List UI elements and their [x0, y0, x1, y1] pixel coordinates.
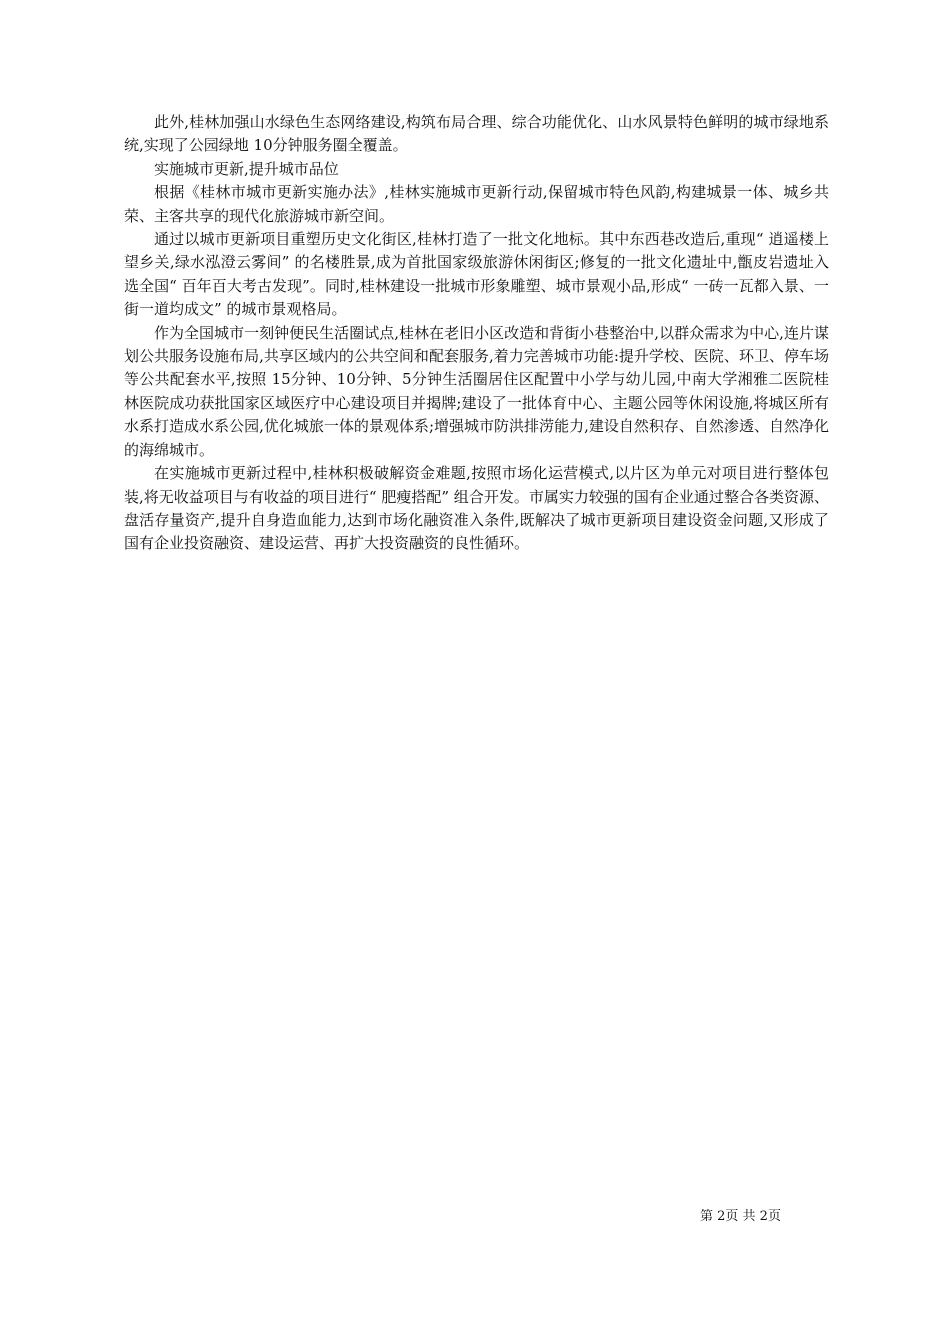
- paragraph-implementation-measures: 根据《桂林市城市更新实施办法》,桂林实施城市更新行动,保留城市特色风韵,构建城景一体、城乡共荣、主客共享的现代化旅游城市新空间。: [124, 183, 829, 225]
- paragraph-historic-districts: 通过以城市更新项目重塑历史文化街区,桂林打造了一批文化地标。其中东西巷改造后,重现“ 逍遥楼上望乡关,绿水泓澄云雾间” 的名楼胜景,成为首批国家级旅游休闲街区;修复的一批文化遗址中,甑皮岩遗址入选全国“ 百年百大考古发现”。同时,桂林建设一批城市形象雕塑、城市景观小品,形成“ 一砖一瓦都入景、一街一道均成文” 的城市景观格局。: [124, 230, 829, 319]
- paragraph-living-circle: 作为全国城市一刻钟便民生活圈试点,桂林在老旧小区改造和背街小巷整治中,以群众需求为中心,连片谋划公共服务设施布局,共享区域内的公共空间和配套服务,着力完善城市功能:提升学校、医院、环卫、停车场等公共配套水平,按照 15分钟、10分钟、5分钟生活圈居住区配置中小学与幼儿园,中南大学湘雅二医院桂林医院成功获批国家区域医疗中心建设项目并揭牌;建设了一批体育中心、主题公园等休闲设施,将城区所有水系打造成水系公园,优化城旅一体的景观体系;增强城市防洪排涝能力,建设自然积存、自然渗透、自然净化的海绵城市。: [124, 323, 829, 459]
- paragraph-green-network: 此外,桂林加强山水绿色生态网络建设,构筑布局合理、综合功能优化、山水风景特色鲜明的城市绿地系统,实现了公园绿地 10分钟服务圈全覆盖。: [124, 113, 829, 155]
- page-number: 第 2页 共 2页: [700, 1209, 781, 1224]
- document-body: [124, 111, 829, 556]
- section-heading: 实施城市更新,提升城市品位: [154, 159, 339, 178]
- page-footer: [700, 1208, 830, 1226]
- paragraph-funding: 在实施城市更新过程中,桂林积极破解资金难题,按照市场化运营模式,以片区为单元对项目进行整体包装,将无收益项目与有收益的项目进行“ 肥瘦搭配” 组合开发。市属实力较强的国有企业通过整合各类资源、盘活存量资产,提升自身造血能力,达到市场化融资准入条件,既解决了城市更新项目建设资金问题,又形成了国有企业投资融资、建设运营、再扩大投资融资的良性循环。: [124, 464, 829, 553]
